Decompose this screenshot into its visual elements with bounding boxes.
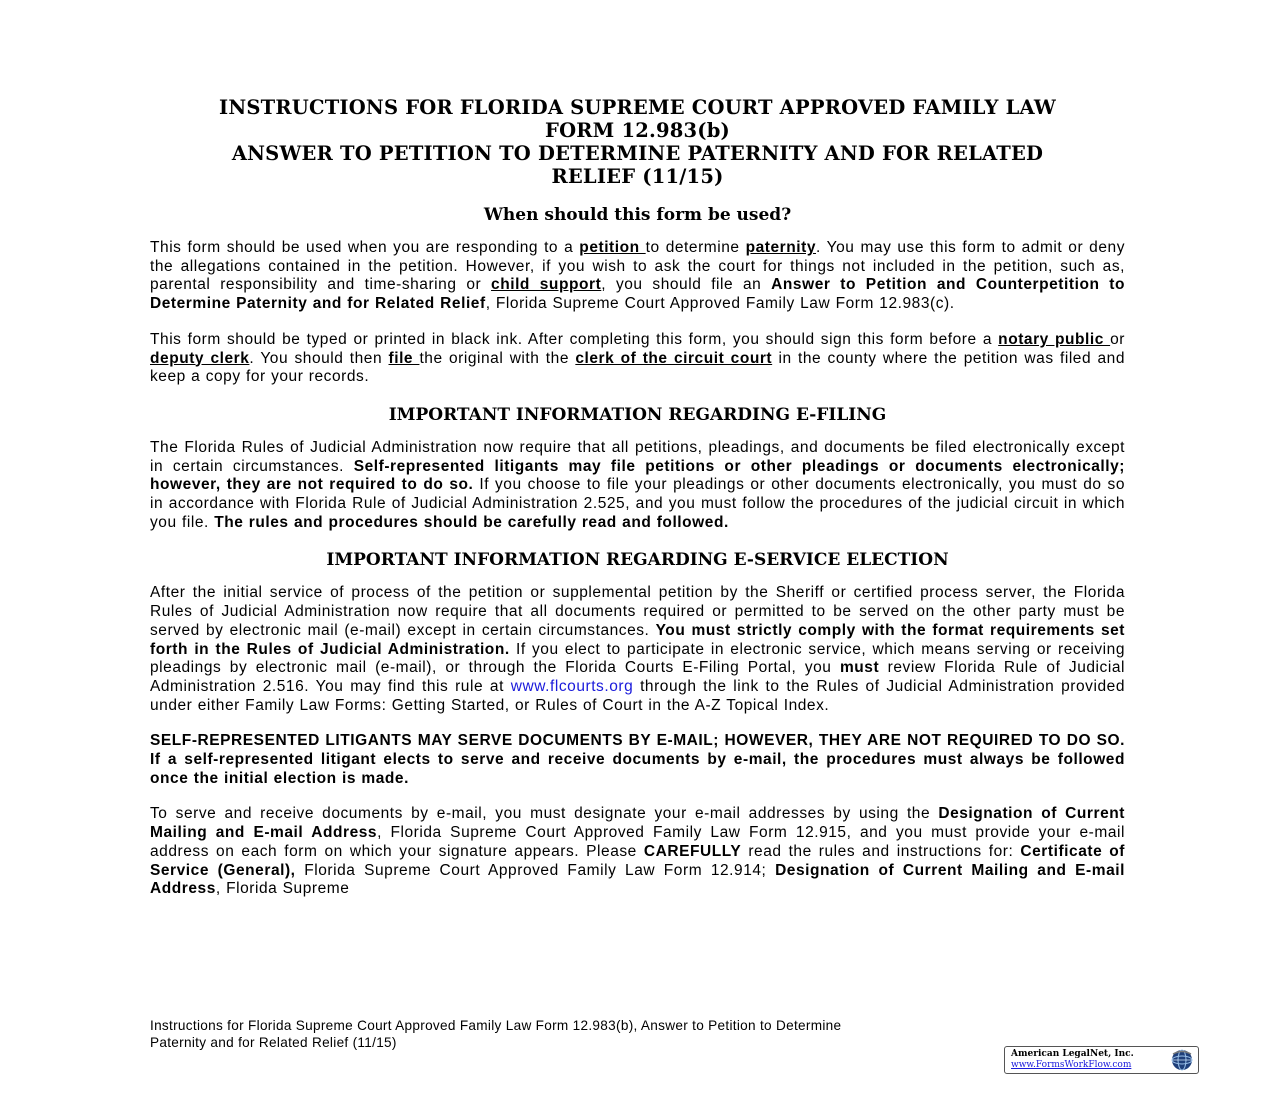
term-file: file xyxy=(388,349,420,367)
paragraph-e-service: After the initial service of process of the petition or supplemental petition by the Sheriff or certified process server, the Florida Rules of Judicial Administration now require that all documents required or permitted to be served on the other party must be served by electronic mail (e-mail) except in certain circumstances. You must strictly comply with the format requirements set forth in the Rules of Judicial Administration. If you elect to participate in electronic service, which means serving or receiving pleadings by electronic mail (e-mail), or through the Florida Courts E-Filing Portal, you must review Florida Rule of Judicial Administration 2.516. You may find this rule at www.flcourts.org through the link to the Rules of Judicial Administration provided under either Family Law Forms: Getting Started, or Rules of Court in the A-Z Topical Index. xyxy=(150,584,1126,714)
title-line-3: ANSWER TO PETITION TO DETERMINE PATERNITY AND FOR RELATED xyxy=(231,142,1044,165)
paragraph-e-filing: The Florida Rules of Judicial Administration now require that all petitions, pleadings, and documents be filed electronically except in certain circumstances. Self-represented litigants may file petitions or other pleadings or documents electronically; however, they are not required to do so. If you choose to file your pleadings or other documents electronically, you must do so in accordance with Florida Rule of Judicial Administration 2.525, and you must follow the procedures of the judicial circuit in which you file. The rules and procedures should be carefully read and followed. xyxy=(150,438,1126,531)
heading-e-filing: IMPORTANT INFORMATION REGARDING E-FILING xyxy=(388,404,887,425)
term-notary-public: notary public xyxy=(998,330,1111,348)
paragraph-filing: This form should be typed or printed in black ink. After completing this form, you should sign this form before a notary public or deputy clerk. You should then file the original with the clerk of the circuit court in the county where the petition was filed and keep a copy for your records. xyxy=(150,330,1125,386)
document-title xyxy=(150,96,1125,188)
title-line-1: INSTRUCTIONS FOR FLORIDA SUPREME COURT APPROVED FAMILY LAW xyxy=(219,96,1056,119)
flcourts-link[interactable]: www.flcourts.org xyxy=(510,677,634,695)
paragraph-when-to-use: This form should be used when you are responding to a petition to determine paternity. You may use this form to admit or deny the allegations contained in the petition. However, if you wish to ask the court for things not included in the petition, such as, parental responsibility and time-sharing or child support, you should file an Answer to Petition and Counterpetition to Determine Paternity and for Related Relief, Florida Supreme Court Approved Family Law Form 12.983(c). xyxy=(150,239,1126,313)
footer-line-2: Paternity and for Related Relief (11/15) xyxy=(150,1035,397,1050)
footer-line-1: Instructions for Florida Supreme Court Approved Family Law Form 12.983(b), Answer to Petition to Determine xyxy=(150,1018,842,1033)
form-name-counterpetition: Answer to Petition and Counterpetition to Determine Paternity and for Related Relief xyxy=(150,276,1126,313)
document-page xyxy=(150,96,1125,916)
title-line-2: FORM 12.983(b) xyxy=(545,119,730,142)
globe-icon xyxy=(1169,1048,1195,1072)
heading-e-service: IMPORTANT INFORMATION REGARDING E-SERVICE ELECTION xyxy=(326,550,949,571)
badge-url-link[interactable]: www.FormsWorkFlow.com xyxy=(1011,1060,1132,1070)
heading-when-to-use: When should this form be used? xyxy=(483,205,792,225)
page-footer xyxy=(150,1017,1110,1051)
term-paternity: paternity xyxy=(745,239,817,256)
american-legalnet-badge[interactable] xyxy=(1004,1046,1199,1074)
badge-company: American LegalNet, Inc. xyxy=(1011,1049,1134,1059)
paragraph-self-represented: SELF-REPRESENTED LITIGANTS MAY SERVE DOCUMENTS BY E-MAIL; HOWEVER, THEY ARE NOT REQUIRED TO DO SO. If a self-represented litigant elects to serve and receive documents by e-mail, the procedures must always be followed once the initial election is made. xyxy=(150,732,1125,787)
term-deputy-clerk: deputy clerk xyxy=(150,349,250,367)
term-clerk-circuit-court: clerk of the circuit court xyxy=(575,349,773,367)
title-line-4: RELIEF (11/15) xyxy=(551,165,724,188)
term-child-support: child support xyxy=(491,276,602,294)
term-petition: petition xyxy=(579,239,646,256)
paragraph-designation: To serve and receive documents by e-mail, you must designate your e-mail addresses by using the Designation of Current Mailing and E-mail Address, Florida Supreme Court Approved Family Law Form 12.915, and you must provide your e-mail address on each form on which your signature appears. Please CAREFULLY read the rules and instructions for: Certificate of Service (General), Florida Supreme Court Approved Family Law Form 12.914; Designation of Current Mailing and E-mail Address, Florida Supreme xyxy=(150,805,1126,898)
